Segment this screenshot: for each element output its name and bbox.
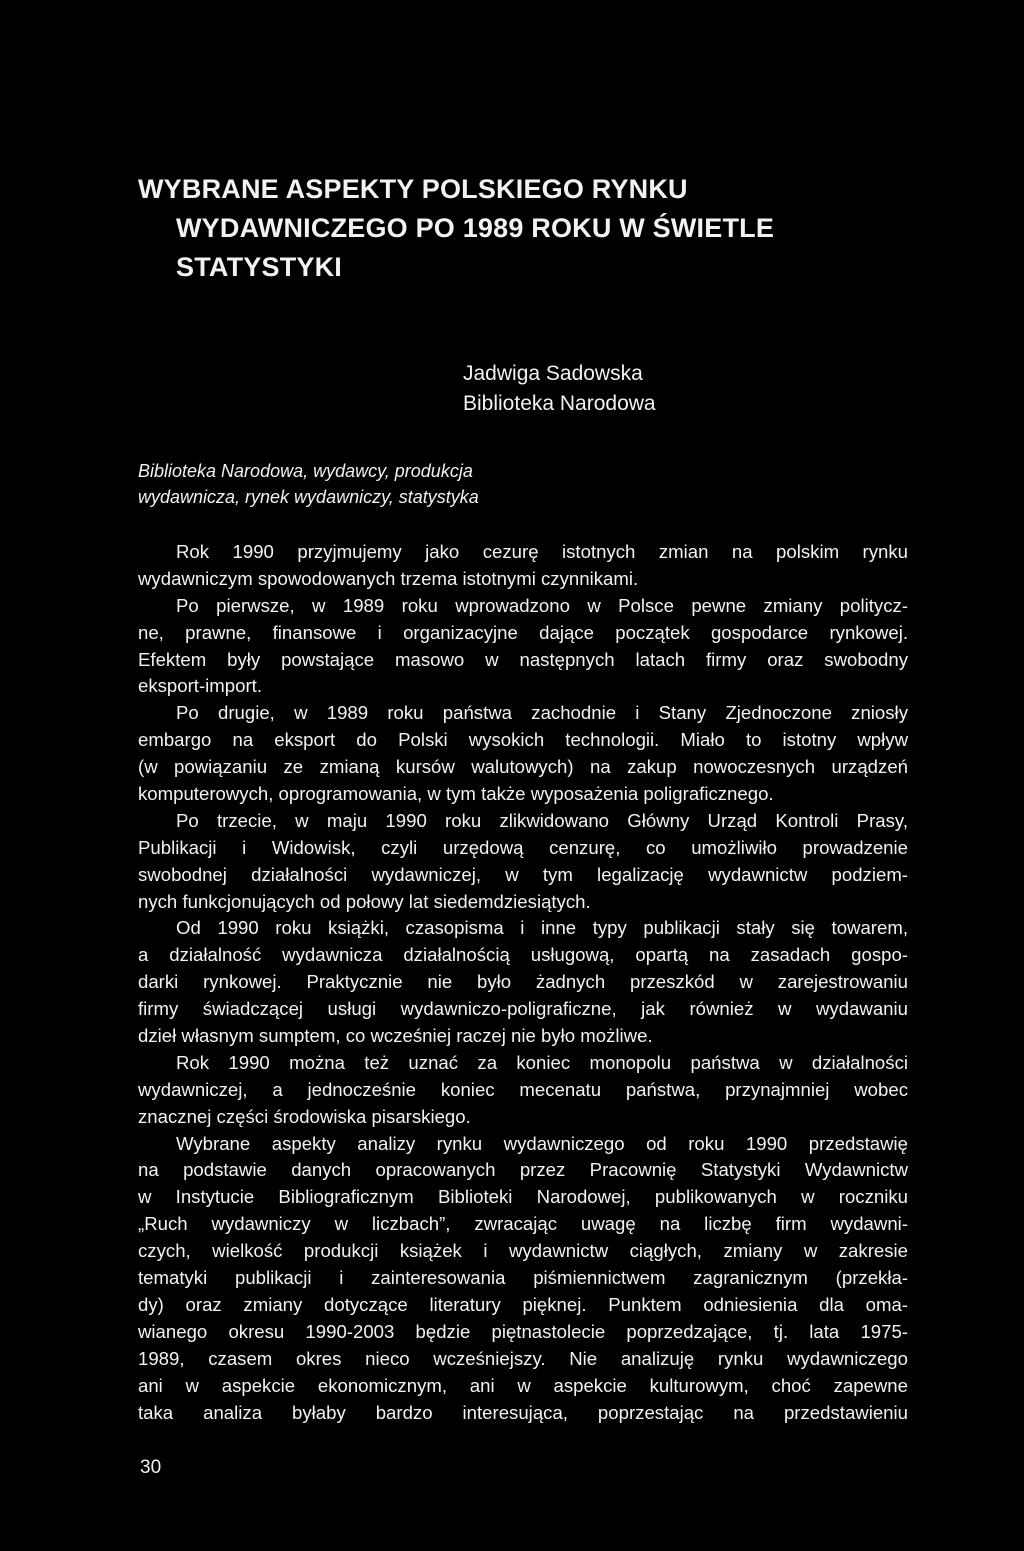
author-block [463, 359, 656, 419]
body-line: ne, prawne, finansowe i organizacyjne dające początek gospodarce rynkowej. [138, 621, 908, 643]
body-line: Po trzecie, w maju 1990 roku zlikwidowano Główny Urząd Kontroli Prasy, [176, 809, 908, 831]
article-title [138, 170, 858, 287]
title-line: STATYSTYKI [176, 252, 343, 282]
body-line: Wybrane aspekty analizy rynku wydawniczego od roku 1990 przedstawię [176, 1132, 908, 1154]
body-line: Publikacji i Widowisk, czyli urzędową cenzurę, co umożliwiło prowadzenie [138, 836, 908, 858]
body-line: 1989, czasem okres nieco wcześniejszy. Nie analizuję rynku wydawniczego [138, 1347, 908, 1369]
keywords-line: wydawnicza, rynek wydawniczy, statystyka [138, 487, 479, 507]
author-affiliation: Biblioteka Narodowa [463, 392, 656, 415]
body-line: taka analiza byłaby bardzo interesująca, poprzestając na przedstawieniu [138, 1401, 908, 1423]
keywords [138, 458, 479, 510]
body-line: embargo na eksport do Polski wysokich technologii. Miało to istotny wpływ [138, 729, 908, 751]
body-line: wydawniczej, a jednocześnie koniec mecenatu państwa, przynajmniej wobec [138, 1078, 908, 1100]
body-line: (w powiązaniu ze zmianą kursów walutowych) na zakup nowoczesnych urządzeń [138, 756, 908, 778]
body-line: darki rynkowej. Praktycznie nie było żadnych przeszkód w zarejestrowaniu [138, 971, 908, 993]
author-name: Jadwiga Sadowska [463, 362, 643, 385]
document-page [138, 0, 908, 1551]
page-number: 30 [140, 1457, 162, 1478]
body-line: a działalność wydawnicza działalnością usługową, opartą na zasadach gospo- [138, 944, 908, 966]
body-line: Po pierwsze, w 1989 roku wprowadzono w Polsce pewne zmiany politycz- [176, 594, 908, 616]
body-line: wianego okresu 1990-2003 będzie piętnastolecie poprzedzające, tj. lata 1975- [138, 1320, 908, 1342]
body-line: na podstawie danych opracowanych przez Pracownię Statystyki Wydawnictw [138, 1159, 908, 1181]
title-line: WYBRANE ASPEKTY POLSKIEGO RYNKU [138, 174, 688, 204]
title-line: WYDAWNICZEGO PO 1989 ROKU W ŚWIETLE [176, 213, 775, 243]
body-line: Efektem były powstające masowo w następnych latach firmy oraz swobodny [138, 648, 908, 670]
body-line: komputerowych, oprogramowania, w tym także wyposażenia poligraficznego. [138, 783, 774, 805]
body-text [138, 539, 908, 1426]
body-line: Po drugie, w 1989 roku państwa zachodnie i Stany Zjednoczone zniosły [176, 702, 908, 724]
body-line: Od 1990 roku książki, czasopisma i inne typy publikacji stały się towarem, [176, 917, 908, 939]
body-line: nych funkcjonujących od połowy lat siedemdziesiątych. [138, 890, 591, 912]
body-line: czych, wielkość produkcji książek i wydawnictw ciągłych, zmiany w zakresie [138, 1240, 908, 1262]
body-line: w Instytucie Bibliograficznym Biblioteki Narodowej, publikowanych w roczniku [138, 1186, 908, 1208]
body-line: Rok 1990 przyjmujemy jako cezurę istotnych zmian na polskim rynku [176, 541, 908, 562]
body-line: eksport-import. [138, 675, 262, 697]
body-line: ani w aspekcie ekonomicznym, ani w aspekcie kulturowym, choć zapewne [138, 1374, 908, 1396]
keywords-line: Biblioteka Narodowa, wydawcy, produkcja [138, 461, 473, 481]
body-line: tematyki publikacji i zainteresowania piśmiennictwem zagranicznym (przekła- [138, 1267, 908, 1289]
body-line: swobodnej działalności wydawniczej, w tym legalizację wydawnictw podziem- [138, 863, 908, 885]
body-line: wydawniczym spowodowanych trzema istotnymi czynnikami. [138, 567, 639, 589]
body-line: dzieł własnym sumptem, co wcześniej raczej nie było możliwe. [138, 1025, 653, 1047]
body-line: Rok 1990 można też uznać za koniec monopolu państwa w działalności [176, 1051, 908, 1073]
body-line: dy) oraz zmiany dotyczące literatury pięknej. Punktem odniesienia dla oma- [138, 1293, 908, 1315]
body-line: znacznej części środowiska pisarskiego. [138, 1105, 471, 1127]
body-line: firmy świadczącej usługi wydawniczo-poligraficzne, jak również w wydawaniu [138, 998, 908, 1020]
body-line: „Ruch wydawniczy w liczbach”, zwracając uwagę na liczbę firm wydawni- [138, 1213, 908, 1235]
